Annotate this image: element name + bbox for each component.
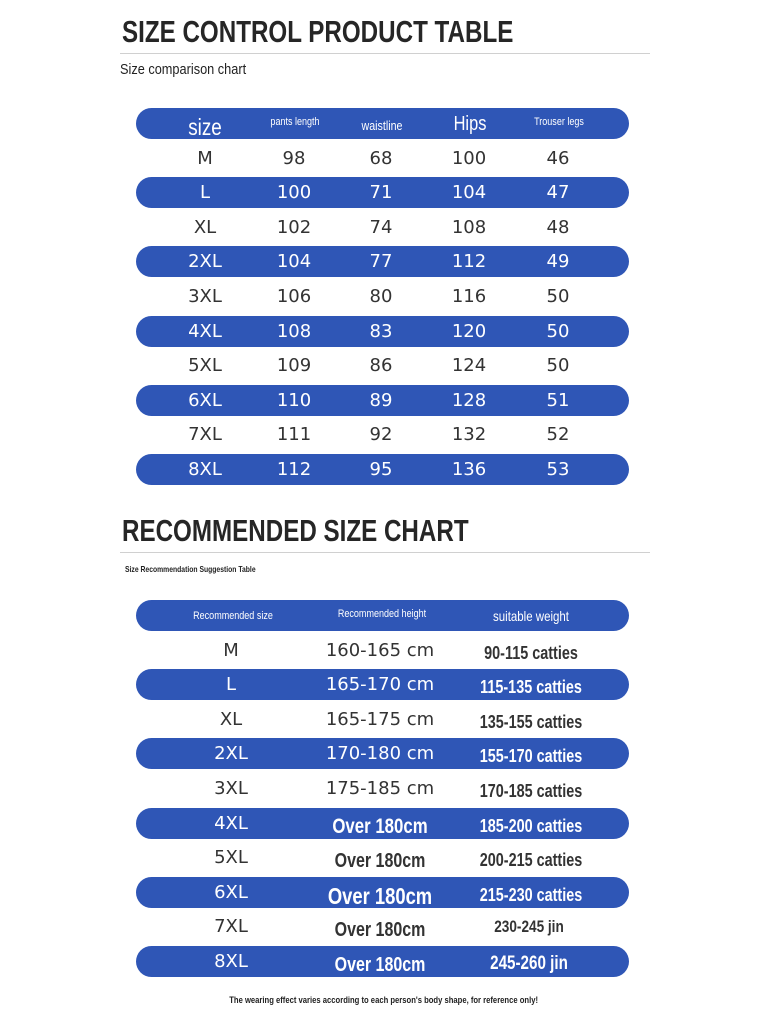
cell-waistline: 86 [369,355,393,377]
cell-weight: 90-115 catties [484,642,578,663]
table-row [136,842,629,873]
cell-trouser-legs: 53 [546,458,570,480]
cell-size: XL [193,216,217,238]
size-table-title: SIZE CONTROL PRODUCT TABLE [122,14,514,49]
table-row [136,454,629,485]
cell-height: 160-165 cm [325,639,435,661]
cell-hips: 108 [451,216,487,238]
cell-height: 165-170 cm [325,674,435,696]
table-row [136,669,629,700]
cell-pants-length: 108 [276,320,312,342]
cell-hips: 112 [451,251,487,273]
cell-height: Over 180cm [334,919,426,942]
header-recommended-height: Recommended height [337,608,427,620]
header-waistline: waistline [361,118,403,133]
table-row [136,246,629,277]
table-row [136,738,629,769]
cell-pants-length: 110 [276,389,312,411]
cell-trouser-legs: 47 [546,182,570,204]
size-table-subtitle: Size comparison chart [120,61,247,78]
cell-pants-length: 104 [276,251,312,273]
table-row [136,877,629,908]
table-row [136,808,629,839]
cell-pants-length: 98 [282,147,306,169]
size-control-table [136,108,629,489]
header-size: size [188,114,222,140]
cell-weight: 170-185 catties [479,780,583,801]
cell-trouser-legs: 50 [546,285,570,307]
table-row [136,704,629,735]
cell-size: 5XL [214,847,248,869]
cell-size: M [223,639,239,661]
table-row [136,316,629,347]
cell-hips: 120 [451,320,487,342]
recommend-table-divider [120,552,650,553]
cell-pants-length: 106 [276,285,312,307]
table-row [136,212,629,243]
cell-waistline: 68 [369,147,393,169]
cell-hips: 132 [451,424,487,446]
cell-weight: 215-230 catties [479,884,583,905]
cell-waistline: 80 [369,285,393,307]
cell-height: Over 180cm [334,850,426,873]
table-row [136,419,629,450]
cell-hips: 100 [451,147,487,169]
cell-weight: 245-260 jin [490,952,568,974]
cell-pants-length: 111 [276,424,312,446]
table-row [136,635,629,666]
cell-hips: 124 [451,355,487,377]
cell-size: 5XL [188,355,222,377]
table-row [136,946,629,977]
table-header-row [136,108,629,139]
cell-size: 3XL [188,285,222,307]
cell-size: 8XL [214,950,248,972]
cell-pants-length: 112 [276,458,312,480]
cell-height: Over 180cm [332,814,428,838]
cell-size: 6XL [214,881,248,903]
table-row [136,350,629,381]
cell-hips: 128 [451,389,487,411]
cell-height: Over 180cm [334,953,426,976]
footnote: The wearing effect varies according to each person's body shape, for reference only! [229,995,539,1005]
header-hips: Hips [453,113,487,135]
cell-size: M [197,147,213,169]
cell-weight: 230-245 jin [494,917,564,937]
cell-weight: 135-155 catties [479,711,583,732]
table-row [136,177,629,208]
cell-size: 2XL [188,251,222,273]
table-row [136,281,629,312]
recommend-table-subtitle: Size Recommendation Suggestion Table [125,564,256,574]
cell-trouser-legs: 46 [546,147,570,169]
cell-trouser-legs: 50 [546,355,570,377]
cell-size: L [225,674,237,696]
cell-trouser-legs: 49 [546,251,570,273]
cell-weight: 155-170 catties [479,746,583,767]
cell-size: L [199,182,211,204]
cell-trouser-legs: 50 [546,320,570,342]
cell-waistline: 92 [369,424,393,446]
cell-size: 4XL [214,812,248,834]
cell-height: Over 180cm [327,882,433,909]
cell-size: 2XL [214,743,248,765]
cell-height: 170-180 cm [325,743,435,765]
cell-size: 4XL [188,320,222,342]
table-row [136,911,629,942]
cell-trouser-legs: 48 [546,216,570,238]
cell-weight: 200-215 catties [479,850,583,871]
cell-waistline: 71 [369,182,393,204]
table-row [136,385,629,416]
cell-trouser-legs: 52 [546,424,570,446]
cell-pants-length: 109 [276,355,312,377]
cell-size: 3XL [214,777,248,799]
cell-waistline: 77 [369,251,393,273]
header-pants-length: pants length [270,116,320,128]
cell-waistline: 74 [369,216,393,238]
cell-height: 175-185 cm [325,777,435,799]
cell-waistline: 83 [369,320,393,342]
table-row [136,773,629,804]
header-recommended-size: Recommended size [193,610,273,622]
cell-waistline: 95 [369,458,393,480]
cell-waistline: 89 [369,389,393,411]
header-trouser-legs: Trouser legs [534,116,584,128]
recommend-table-title: RECOMMENDED SIZE CHART [122,513,469,548]
cell-size: 7XL [188,424,222,446]
recommended-size-table [136,600,629,981]
cell-size: 8XL [188,458,222,480]
cell-hips: 104 [451,182,487,204]
cell-pants-length: 102 [276,216,312,238]
header-suitable-weight: suitable weight [493,608,569,624]
cell-trouser-legs: 51 [546,389,570,411]
table-header-row [136,600,629,631]
cell-hips: 116 [451,285,487,307]
cell-hips: 136 [451,458,487,480]
cell-weight: 115-135 catties [480,677,582,698]
cell-size: 7XL [214,916,248,938]
cell-size: XL [219,708,243,730]
cell-weight: 185-200 catties [479,815,583,836]
cell-size: 6XL [188,389,222,411]
cell-height: 165-175 cm [325,708,435,730]
cell-pants-length: 100 [276,182,312,204]
size-table-divider [120,53,650,54]
table-row [136,143,629,174]
